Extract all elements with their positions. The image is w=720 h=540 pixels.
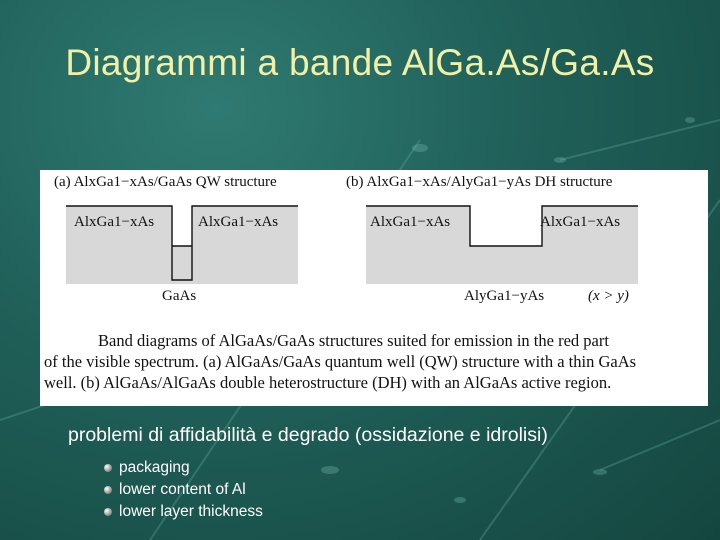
panel-a-well-label: GaAs [162, 288, 197, 304]
bullet-item [104, 479, 263, 501]
bullet-text: lower content of Al [119, 481, 246, 498]
panel-b-right-label: AlxGa1−xAs [540, 214, 621, 230]
bullet-icon [104, 486, 112, 494]
panel-b-title: (b) AlxGa1−xAs/AlyGa1−yAs DH structure [346, 174, 613, 190]
panel-a-well-gap [172, 206, 192, 246]
panel-b-well-label: AlyGa1−yAs [464, 288, 545, 304]
caption-line-2: of the visible spectrum. (a) AlGaAs/GaAs quantum well (QW) structure with a thin GaAs [44, 352, 637, 371]
panel-a-left-label: AlxGa1−xAs [74, 214, 155, 230]
panel-b-condition: (x > y) [588, 288, 629, 304]
bullet-item [104, 501, 263, 523]
caption-line-3: well. (b) AlGaAs/AlGaAs double heterostructure (DH) with an AlGaAs active region. [44, 373, 612, 392]
bullet-icon [104, 464, 112, 472]
panel-a-right-label: AlxGa1−xAs [198, 214, 279, 230]
bullet-text: lower layer thickness [119, 503, 263, 520]
panel-b-left-label: AlxGa1−xAs [370, 214, 451, 230]
slide-title: Diagrammi a bande AlGa.As/Ga.As [65, 42, 655, 83]
bullet-text: packaging [119, 459, 190, 476]
caption-line-1: Band diagrams of AlGaAs/GaAs structures suited for emission in the red part [98, 331, 609, 350]
panel-a-title: (a) AlxGa1−xAs/GaAs QW structure [54, 174, 277, 190]
bullet-list [104, 457, 263, 523]
band-diagram-figure [40, 170, 708, 406]
main-text: problemi di affidabilità e degrado (ossidazione e idrolisi) [68, 424, 548, 446]
bullet-icon [104, 508, 112, 516]
panel-b-well-gap [470, 206, 542, 246]
bullet-item [104, 457, 263, 479]
